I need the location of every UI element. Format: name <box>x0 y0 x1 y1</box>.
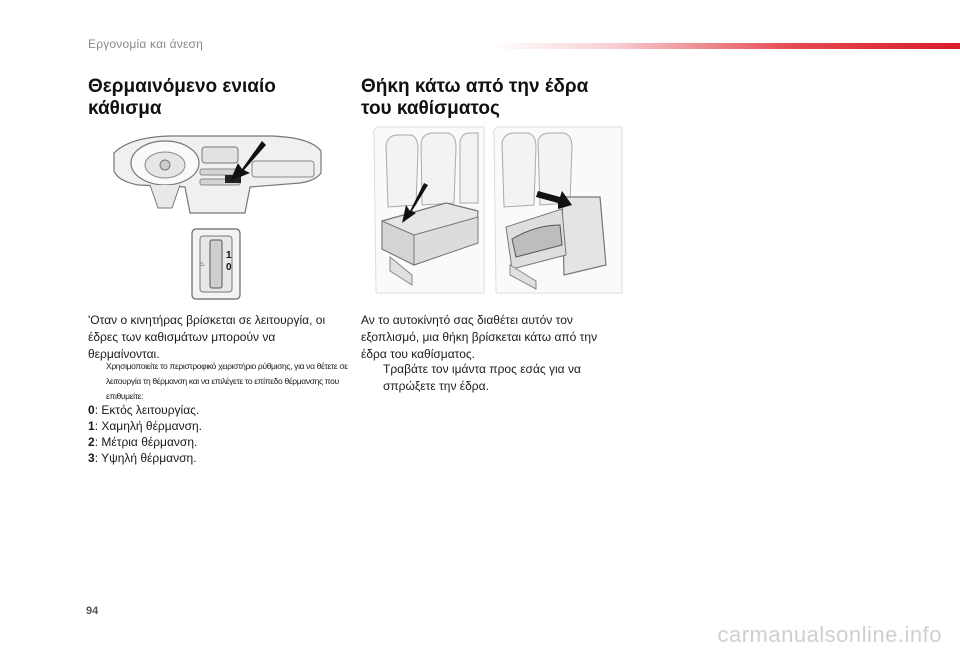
heated-seat-switch-illustration <box>191 228 241 300</box>
page-number: 94 <box>86 605 99 617</box>
level-text: : Υψηλή θέρμανση. <box>94 451 197 465</box>
seat-panel-closed <box>374 127 485 293</box>
list-item <box>88 402 202 418</box>
dashboard-illustration <box>110 133 325 217</box>
under-seat-storage-instruction <box>383 361 613 395</box>
switch-label-1: 1 <box>226 250 232 261</box>
header-accent-bar <box>490 43 960 49</box>
seat-panel-open <box>494 127 623 293</box>
level-text: : Εκτός λειτουργίας. <box>94 403 200 417</box>
level-text: : Μέτρια θέρμανση. <box>94 435 198 449</box>
title-line: κάθισμα <box>88 98 162 119</box>
title-line: Θήκη κάτω από την έδρα <box>361 76 589 97</box>
level-text: : Χαμηλή θέρμανση. <box>94 419 203 433</box>
switch-label-0: 0 <box>226 262 232 273</box>
level-key: 0 <box>88 403 95 417</box>
text-line: λειτουργία τη θέρμανση και να επιλέγετε το επίπεδο θέρμανσης που επιθυμείτε: <box>106 376 339 401</box>
level-key: 2 <box>88 435 95 449</box>
seat-heat-icon: ♨ <box>199 261 206 268</box>
text-line: Χρησιμοποιείτε το περιστροφικό χειριστήριο ρύθμισης, για να θέτετε σε <box>106 361 348 371</box>
under-seat-storage-title <box>361 76 641 120</box>
text-line: Αν το αυτοκίνητό σας διαθέτει αυτόν τον <box>361 313 573 327</box>
text-line: σπρώξετε την έδρα. <box>383 379 489 393</box>
list-item <box>88 418 202 434</box>
level-key: 1 <box>88 419 95 433</box>
heated-seat-intro <box>88 312 350 363</box>
under-seat-storage-intro <box>361 312 611 363</box>
text-line: έδρα του καθίσματος. <box>361 347 476 361</box>
heated-seat-title <box>88 76 338 120</box>
text-line: εξοπλισμό, μια θήκη βρίσκεται κάτω από την <box>361 330 598 344</box>
under-seat-storage-illustration <box>366 125 626 295</box>
text-line: Τραβάτε τον ιμάντα προς εσάς για να <box>383 362 581 376</box>
title-line: Θερμαινόμενο ενιαίο <box>88 76 276 97</box>
heat-levels-list <box>88 402 202 466</box>
list-item <box>88 450 202 466</box>
section-title: Εργονομία και άνεση <box>88 37 203 51</box>
title-line: του καθίσματος <box>361 98 500 119</box>
list-item <box>88 434 202 450</box>
text-line: έδρες των καθισμάτων μπορούν να θερμαίνονται. <box>88 330 276 361</box>
level-key: 3 <box>88 451 95 465</box>
watermark: carmanualsonline.info <box>717 622 942 647</box>
heated-seat-note <box>106 359 350 404</box>
text-line: 'Οταν ο κινητήρας βρίσκεται σε λειτουργία, οι <box>88 313 326 327</box>
